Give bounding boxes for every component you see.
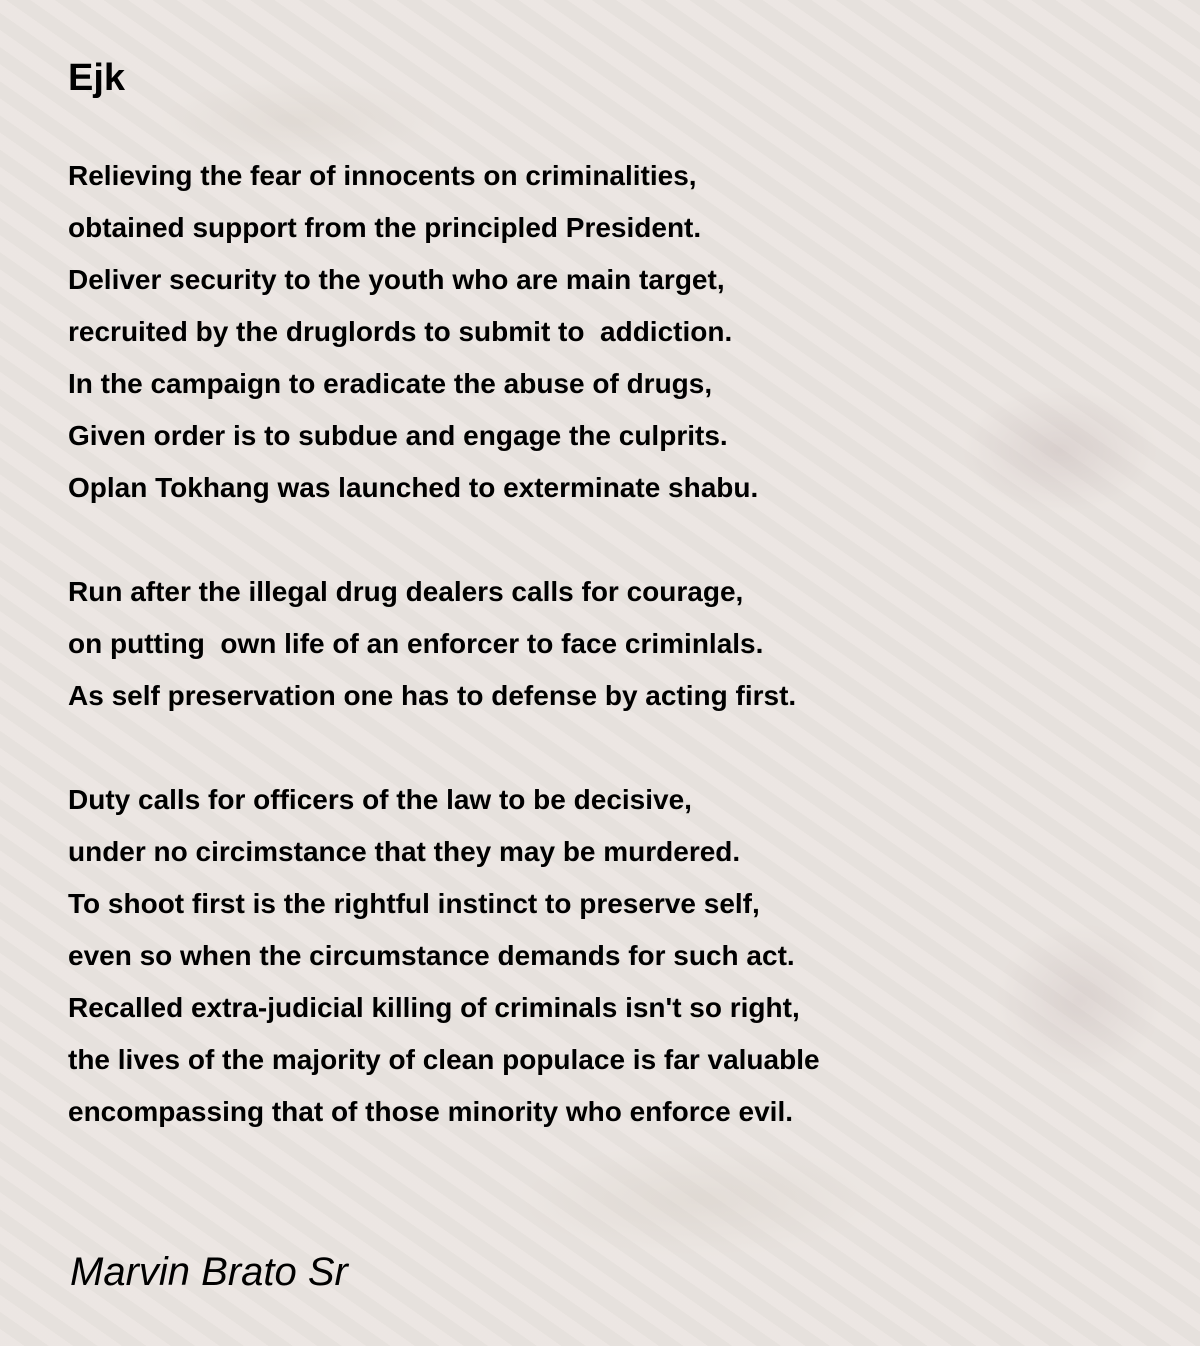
poem-line: Recalled extra-judicial killing of criminals isn't so right, <box>68 992 800 1023</box>
poem-line: encompassing that of those minority who enforce evil. <box>68 1096 794 1127</box>
poem-line: Relieving the fear of innocents on criminalities, <box>68 160 697 191</box>
poem-line: In the campaign to eradicate the abuse of drugs, <box>68 368 713 399</box>
poem-title: Ejk <box>68 57 126 99</box>
stanza-1 <box>68 150 820 514</box>
stanza-3 <box>68 774 820 1138</box>
poem-line: Oplan Tokhang was launched to exterminate shabu. <box>68 472 759 503</box>
poem-line: Duty calls for officers of the law to be decisive, <box>68 784 692 815</box>
poem-line: obtained support from the principled President. <box>68 212 702 243</box>
poem-line: Run after the illegal drug dealers calls for courage, <box>68 576 744 607</box>
poem-line: even so when the circumstance demands for such act. <box>68 940 795 971</box>
poem-line: on putting own life of an enforcer to face criminlals. <box>68 628 764 659</box>
poem-line: Deliver security to the youth who are main target, <box>68 264 725 295</box>
stanza-2 <box>68 566 820 722</box>
poem-line: To shoot first is the rightful instinct to preserve self, <box>68 888 760 919</box>
poem-line: Given order is to subdue and engage the culprits. <box>68 420 728 451</box>
poem-line: the lives of the majority of clean populace is far valuable <box>68 1044 820 1075</box>
poem-line: As self preservation one has to defense by acting first. <box>68 680 797 711</box>
poem-body <box>68 150 820 1190</box>
poem-line: recruited by the druglords to submit to addiction. <box>68 316 733 347</box>
poem-line: under no circimstance that they may be murdered. <box>68 836 741 867</box>
poem-author: Marvin Brato Sr <box>70 1250 348 1294</box>
